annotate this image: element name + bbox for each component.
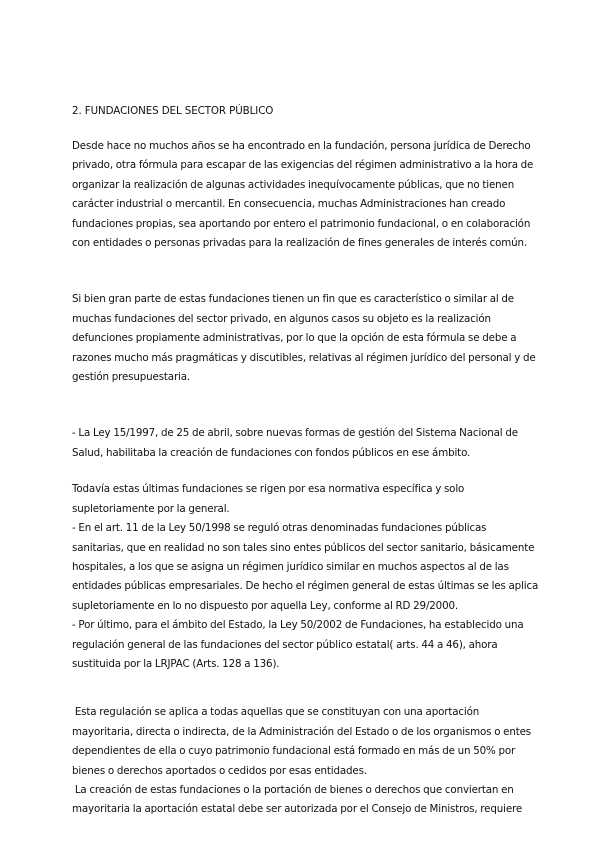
spacer bbox=[72, 463, 540, 480]
spacer bbox=[72, 253, 540, 290]
paragraph-creacion: La creación de estas fundaciones o la portación de bienes o derechos que conviertan en mayoritaria la aportación estatal debe ser autorizada por el Consejo de Ministros, requiere bbox=[72, 783, 523, 816]
paragraph-ley-50-2002: - Por último, para el ámbito del Estado, la Ley 50/2002 de Fundaciones, ha establecido una regulación general de las fundaciones del sector público estatal( arts. 44 a 46), ahora sustituida por la LRJPAC (Arts. 128 a 136). bbox=[72, 619, 524, 670]
spacer bbox=[72, 674, 540, 703]
paragraph-regulacion: Esta regulación se aplica a todas aquellas que se constituyan con una aportación mayoritaria, directa o indirecta, de la Administración del Estado o de los organismos o entes dependientes de ella o cuyo patrimonio fundacional está formado en más de un 50% por bienes o derechos aportados o cedidos por esas entidades. bbox=[72, 706, 534, 777]
paragraph-intro: Desde hace no muchos años se ha encontrado en la fundación, persona jurídica de Derecho privado, otra fórmula para escapar de las exigencias del régimen administrativo a la hora de organizar la realización de algunas actividades inequívocamente públicas, que no tienen carácter industrial o mercantil. En consecuencia, muchas Administraciones han creado fundaciones propias, sea aportando por entero el patrimonio fundacional, o en colaboración con entidades o personas privadas para la realización de fines generales de interés común. bbox=[72, 140, 534, 250]
paragraph-normativa: Todavía estas últimas fundaciones se rigen por esa normativa específica y solo supletoriamente por la general. bbox=[72, 483, 465, 515]
section-heading: 2. FUNDACIONES DEL SECTOR PÚBLICO bbox=[72, 105, 274, 117]
paragraph-ley-50-1998: - En el art. 11 de la Ley 50/1998 se reguló otras denominadas fundaciones públicas sanitarias, que en realidad no son tales sino entes públicos del sector sanitario, básicamente hospitales, a los que se asigna un régimen jurídico similar en muchos aspectos al de las entidades públicas empresariales. De hecho el régimen general de estas últimas se les aplica supletoriamente en lo no dispuesto por aquella Ley, conforme al RD 29/2000. bbox=[72, 522, 539, 612]
paragraph-purpose: Si bien gran parte de estas fundaciones tienen un fin que es característico o similar al de muchas fundaciones del sector privado, en algunos casos su objeto es la realización defunciones propiamente administrativas, por lo que la opción de esta fórmula se debe a razones mucho más pragmáticas y discutibles, relativas al régimen jurídico del personal y de gestión presupuestaria. bbox=[72, 293, 536, 384]
spacer bbox=[72, 387, 540, 424]
paragraph-ley-15-1997: - La Ley 15/1997, de 25 de abril, sobre nuevas formas de gestión del Sistema Nacional de Salud, habilitaba la creación de fundaciones con fondos públicos en ese ámbito. bbox=[72, 427, 518, 459]
